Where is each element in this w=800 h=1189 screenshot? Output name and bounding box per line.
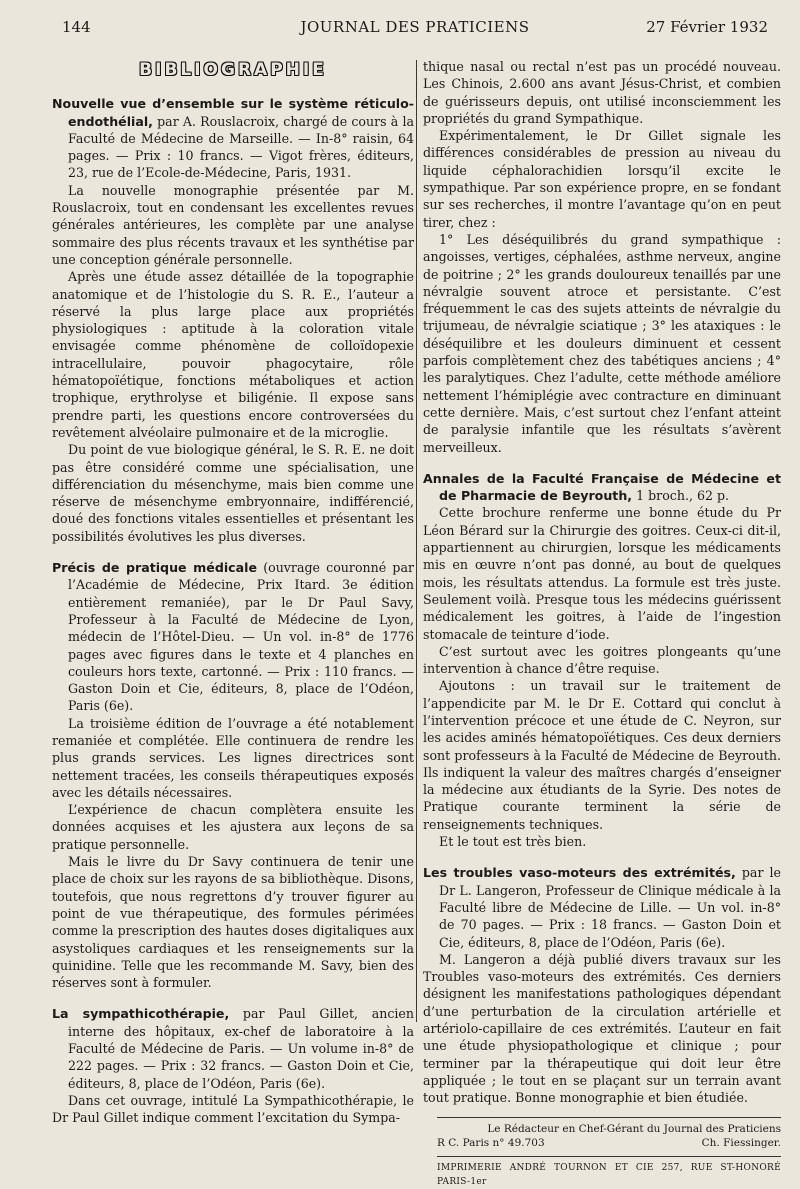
journal-title: JOURNAL DES PRATICIENS — [300, 18, 530, 36]
review-paragraph: Expérimentalement, le Dr Gillet signale les différences considérables de pression au niveau du liquide céphalorachidien lorsqu’il excite le sympathique. Par son expérience propre, en se fondant sur ses recherches, il montre l’avantage qu’on en peut tirer, chez : — [423, 128, 781, 230]
entry-citation: 1 broch., 62 p. — [636, 488, 730, 504]
left-column — [52, 58, 414, 1127]
entry-heading — [52, 1005, 414, 1091]
entry-title: Annales de la Faculté Française de Médecine et de Pharmacie de Beyrouth, — [423, 470, 781, 504]
review-paragraph: Ajoutons : un travail sur le traitement de l’appendicite par M. le Dr E. Cottard qui conclut à l’intervention précoce et une étude de C. Neyron, sur les acides aminés hématopoïétiques. Ces deux derniers sont professeurs à la Faculté de Médecine de Beyrouth. Ils indiquent la valeur des maîtres chargés d’enseigner la médecine aux étudiants de la Syrie. Des notes de Pratique courante terminent la série de renseignements techniques. — [423, 678, 781, 832]
entry-citation: (ouvrage couronné par l’Académie de Médecine, Prix Itard. 3e édition entièrement remaniée), par le Dr Paul Savy, Professeur à la Faculté de Médecine de Lyon, médecin de l’Hôtel-Dieu. — Un vol. in-8° de 1776 pages avec figures dans le texte et 4 planches en couleurs hors texte, cartonné. — Prix : 110 francs. — Gaston Doin et Cie, éditeurs, 8, place de l’Odéon, Paris (6e). — [68, 560, 414, 714]
footer-rule-bottom — [437, 1156, 781, 1157]
page-number: 144 — [62, 18, 91, 36]
footer-credits — [437, 1136, 781, 1150]
review-paragraph: Et le tout est très bien. — [439, 834, 587, 850]
review-paragraph: La nouvelle monographie présentée par M. Rouslacroix, tout en condensant les excellentes revues générales antérieures, les complète par une analyse sommaire des plus récents travaux et les synthétise par une conception générale personnelle. — [52, 182, 414, 267]
review-paragraph: L’expérience de chacun complètera ensuite les données acquises et les ajustera aux leçons de sa pratique personnelle. — [52, 802, 414, 852]
entry-title: Précis de pratique médicale — [52, 560, 257, 576]
review-entry-annales — [423, 470, 781, 851]
review-entry-sympathicotherapie — [52, 1005, 414, 1126]
registry-number: R C. Paris n° 49.703 — [437, 1136, 545, 1149]
entry-citation: par le Dr L. Langeron, Professeur de Clinique médicale à la Faculté libre de Médecine de Lille. — Un vol. in-8° de 70 pages. — Prix : 18 francs. — Gaston Doin et Cie, éditeurs, 8, place de l’Odéon, Paris (6e). — [439, 865, 781, 950]
entry-title: Nouvelle vue d’ensemble sur le système réticulo-endothélial, — [52, 96, 414, 129]
entry-heading — [423, 470, 781, 505]
editor-line: Le Rédacteur en Chef-Gérant du Journal des Praticiens — [487, 1122, 781, 1135]
review-continuation — [423, 58, 781, 456]
page-header — [62, 18, 768, 40]
review-paragraph: Mais le livre du Dr Savy continuera de tenir une place de choix sur les rayons de sa bibliothèque. Disons, toutefois, que nous regrettons d’y trouver figurer au point de vue thérapeutique, des formules périmées comme la prescription des hautes doses digitaliques aux asystoliques cardiaques et les renseignements sur la quinidine. Telle que les recommande M. Savy, bien des réserves sont à formuler. — [52, 854, 414, 991]
review-entry-troubles — [423, 864, 781, 1106]
footer-rule — [437, 1117, 781, 1118]
review-paragraph: La troisième édition de l’ouvrage a été notablement remaniée et complétée. Elle continuera de rendre les plus grands services. Les lignes directrices sont nettement tracées, les conseils thérapeutiques exposés avec les détails nécessaires. — [52, 715, 414, 800]
review-paragraph: Après une étude assez détaillée de la topographie anatomique et de l’histologie du S. R. E., l’auteur a réservé la plus large place aux propriétés physiologiques : aptitude à la coloration vitale envisagée comme phénomène de colloïdopexie intracellulaire, pouvoir phagocytaire, rôle hématopoïétique, fonctions métaboliques et action trophique, erythrolyse et biligénie. Il expose sans prendre parti, les questions encore controversées du revêtement alvéolaire pulmonaire et de la microglie. — [52, 269, 414, 440]
review-paragraph: thique nasal ou rectal n’est pas un procédé nouveau. Les Chinois, 2.600 ans avant Jésus-Christ, et combien de guérisseurs depuis, ont utilisé inconsciemment les propriétés du grand Sympathique. — [423, 59, 781, 126]
review-paragraph: Du point de vue biologique général, le S. R. E. ne doit pas être considéré comme une spécialisation, une différenciation du mésenchyme, mais bien comme une réserve de mésenchyme embryonnaire, indifférencié, doué des fonctions vitales essentielles et présentant les possibilités évolutives les plus diverses. — [52, 442, 414, 544]
entry-heading — [52, 559, 414, 715]
entry-title: La sympathicothérapie, — [52, 1006, 230, 1022]
review-paragraph: M. Langeron a déjà publié divers travaux sur les Troubles vaso-moteurs des extrémités. Ces derniers désignent les manifestations pathologiques dépendant d’une perturbation de la circulation artérielle et artériolo-capillaire de ces extrémités. L’auteur en fait une étude physiopathologique et clinique ; pour terminer par la thérapeutique qui doit leur être appliquée ; le tout en se plaçant sur un terrain avant tout pratique. Bonne monographie et bien étudiée. — [423, 951, 781, 1106]
printer-footer — [423, 1161, 781, 1189]
review-paragraph: Dans cet ouvrage, intitulé La Sympathicothérapie, le Dr Paul Gillet indique comment l’excitation du Sympa- — [52, 1092, 414, 1126]
entry-heading — [423, 864, 781, 950]
review-paragraph: Cette brochure renferme une bonne étude du Pr Léon Bérard sur la Chirurgie des goitres. Ceux-ci dit-il, appartiennent au chirurgien, lorsque les médicaments mis en œuvre n’ont pas donné, au bout de quelques mois, les résultats attendus. La formule est très juste. Seulement voilà. Presque tous les médecins guérissent médicalement les goitres, à l’aide de l’ingestion stomacale de teinture d’iode. — [423, 505, 781, 642]
entry-title: Les troubles vaso-moteurs des extrémités, — [423, 865, 736, 881]
printer-line: IMPRIMERIE ANDRÉ TOURNON ET CIE 257, RUE ST-HONORÉ PARIS-1er — [437, 1162, 781, 1187]
entry-citation: par Paul Gillet, ancien interne des hôpitaux, ex-chef de laboratoire à la Faculté de Médecine de Paris. — Un volume in-8° de 222 pages. — Prix : 32 francs. — Gaston Doin et Cie, éditeurs, 8, place de l’Odéon, Paris (6e). — [68, 1006, 414, 1091]
review-entry-reticulo — [52, 95, 414, 545]
entry-citation: par A. Rouslacroix, chargé de cours à la Faculté de Médecine de Marseille. — In-8° raisin, 64 pages. — Prix : 10 francs. — Vigot frères, éditeurs, 23, rue de l’Ecole-de-Médecine, Paris, 1931. — [68, 113, 414, 181]
entry-heading — [52, 95, 414, 181]
page-footer — [423, 1122, 781, 1150]
review-paragraph: 1° Les déséquilibrés du grand sympathique : angoisses, vertiges, céphalées, asthme nerveux, angine de poitrine ; 2° les grands douloureux tenaillés par une névralgie souvent atroce et persistante. C’est fréquemment le cas des sujets atteints de névralgie du trijumeau, de névralgie sciatique ; 3° les ataxiques : le déséquilibre et les douleurs diminuent et cessent parfois complètement chez des tabétiques anciens ; 4° les paralytiques. Chez l’adulte, cette méthode améliore nettement l’hémiplégie avec contracture en diminuant cette dernière. Mais, c’est surtout chez l’enfant atteint de paralysie infantile que les résultats s’avèrent merveilleux. — [423, 231, 781, 455]
issue-date: 27 Février 1932 — [646, 18, 768, 36]
review-entry-precis — [52, 559, 414, 991]
review-paragraph: C’est surtout avec les goitres plongeants qu’une intervention à chance d’être requise. — [423, 643, 781, 677]
editor-signature: Ch. Fiessinger. — [701, 1136, 781, 1149]
column-divider — [416, 60, 417, 1022]
right-column — [423, 58, 781, 1189]
section-title: BIBLIOGRAPHIE — [139, 60, 327, 80]
